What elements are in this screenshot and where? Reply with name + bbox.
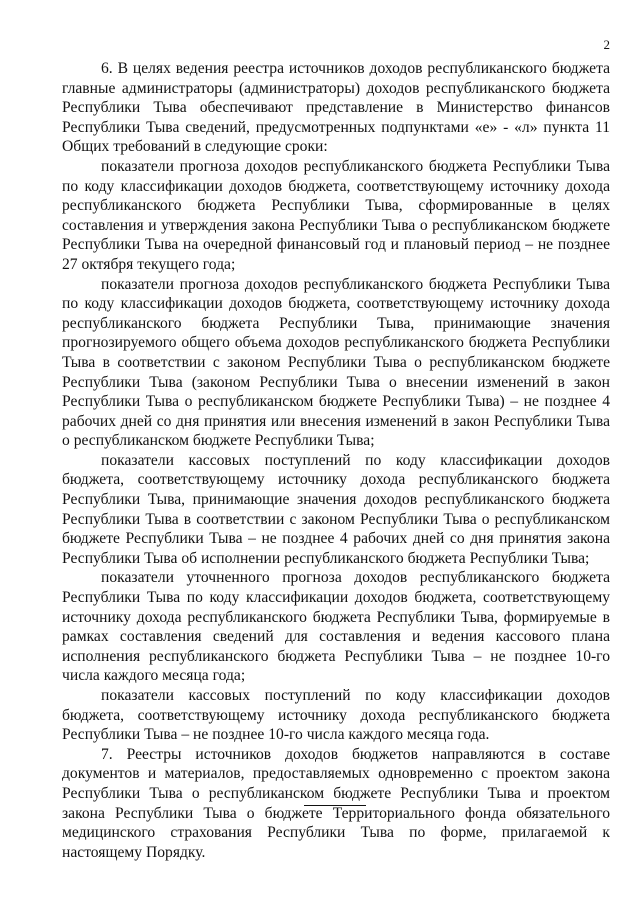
end-divider	[304, 805, 366, 806]
paragraph-cash-receipts-monthly: показатели кассовых поступлений по коду классификации доходов бюджета, соответствующему источнику дохода республиканского бюджета Республики Тыва – не позднее 10-го числа каждого месяца года.	[62, 687, 610, 744]
paragraph-item-7: 7. Реестры источников доходов бюджетов направляются в составе документов и материалов, предоставляемых одновременно с проектом закона Республики Тыва о республиканском бюджете Республики Тыва и проектом закона Республики Тыва о бюджете Территориального фонда обязательного медицинского страхования Республики Тыва по форме, прилагаемой к настоящему Порядку.	[62, 745, 610, 861]
paragraph-cash-receipts-execution: показатели кассовых поступлений по коду классификации доходов бюджета, соответствующему источнику дохода республиканского бюджета Республики Тыва, принимающие значения доходов республиканского бюджета Республики Тыва в соответствии с законом Республики Тыва о республиканском бюджете Республики Тыва – не позднее 4 рабочих дней со дня принятия закона Республики Тыва об исполнении республиканского бюджета Республики Тыва;	[62, 451, 610, 567]
paragraph-refined-forecast: показатели уточненного прогноза доходов республиканского бюджета Республики Тыва по коду классификации доходов бюджета, соответствующему источнику дохода республиканского бюджета Республики Тыва, формируемые в рамках составления сведений для составления и ведения кассового плана исполнения республиканского бюджета Республики Тыва – не позднее 10-го числа каждого месяца года;	[62, 569, 610, 685]
paragraph-forecast-total-volume: показатели прогноза доходов республиканского бюджета Республики Тыва по коду классификации доходов бюджета, соответствующему источнику дохода республиканского бюджета Республики Тыва, принимающие значения прогнозируемого общего объема доходов республиканского бюджета Республики Тыва в соответствии с законом Республики Тыва о республиканском бюджете Республики Тыва (законом Республики Тыва о внесении изменений в закон Республики Тыва о республиканском бюджете Республики Тыва) – не позднее 4 рабочих дней со дня принятия или внесения изменений в закон Республики Тыва о республиканском бюджете Республики Тыва;	[62, 275, 610, 450]
paragraph-forecast-budget-law: показатели прогноза доходов республиканского бюджета Республики Тыва по коду классификации доходов бюджета, соответствующему источнику дохода республиканского бюджета Республики Тыва, сформированные в целях составления и утверждения закона Республики Тыва о республиканском бюджете Республики Тыва на очередной финансовый год и плановый период – не позднее 27 октября текущего года;	[62, 157, 610, 273]
paragraph-item-6-intro: 6. В целях ведения реестра источников доходов республиканского бюджета главные администраторы (администраторы) доходов республиканского бюджета Республики Тыва обеспечивают представление в Министерство финансов Республики Тыва сведений, предусмотренных подпунктами «е» - «л» пункта 11 Общих требований в следующие сроки:	[62, 60, 610, 156]
document-body	[62, 59, 610, 862]
page-number: 2	[603, 37, 610, 52]
